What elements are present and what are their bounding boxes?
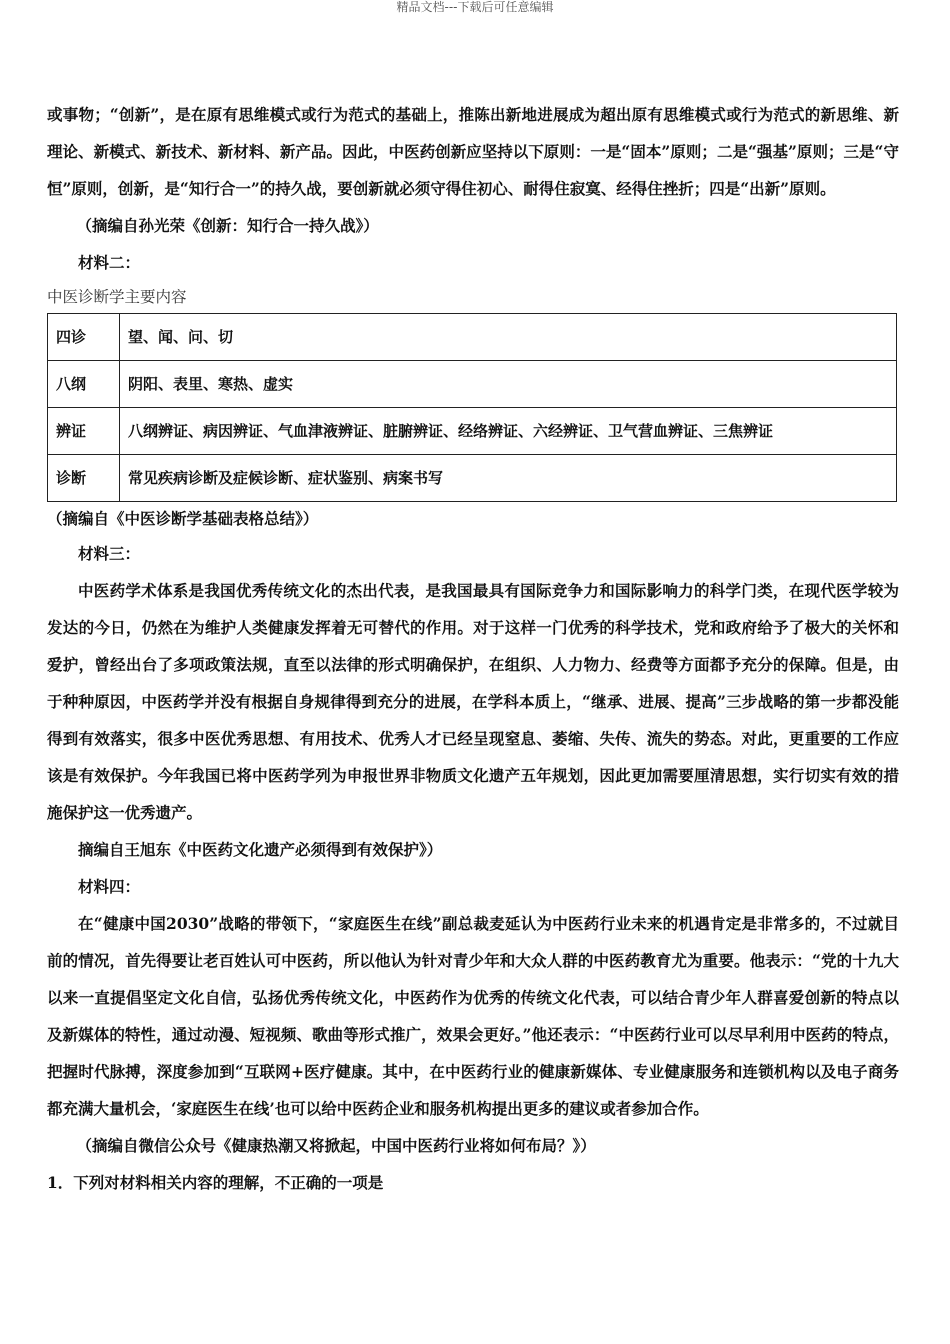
- table-key-cell: 四诊: [48, 314, 120, 361]
- table-value-cell: 常见疾病诊断及症候诊断、症状鉴别、病案书写: [120, 455, 897, 502]
- material2-label: 材料二：: [78, 253, 141, 272]
- document-body: [47, 96, 899, 1201]
- table-value-cell: 阴阳、表里、寒热、虚实: [120, 361, 897, 408]
- table-value-cell: 望、闻、问、切: [120, 314, 897, 361]
- table-value-cell: 八纲辨证、病因辨证、气血津液辨证、脏腑辨证、经络辨证、六经辨证、卫气营血辨证、三焦辨证: [120, 408, 897, 455]
- material3-label: 材料三：: [78, 544, 141, 563]
- material4-label: 材料四：: [78, 877, 141, 896]
- table-key-cell: 八纲: [48, 361, 120, 408]
- table-row: [48, 361, 897, 408]
- table-row: [48, 408, 897, 455]
- diagnosis-table: [47, 313, 897, 502]
- table-key-cell: 辨证: [48, 408, 120, 455]
- table-row: [48, 314, 897, 361]
- material3-source: 摘编自王旭东《中医药文化遗产必须得到有效保护》）: [78, 840, 443, 859]
- question-1: 1．下列对材料相关内容的理解，不正确的一项是: [47, 1173, 384, 1192]
- material4-body: 在“健康中国2030”战略的带领下，“家庭医生在线”副总裁麦延认为中医药行业未来的机遇肯定是非常多的，不过就目前的情况，首先得要让老百姓认可中医药，所以他认为针对青少年和大众人群的中医药教育尤为重要。他表示：“党的十九大以来一直提倡坚定文化自信，弘扬优秀传统文化，中医药作为优秀的传统文化代表，可以结合青少年人群喜爱创新的特点以及新媒体的特性，通过动漫、短视频、歌曲等形式推广，效果会更好。”他还表示：“中医药行业可以尽早利用中医药的特点，把握时代脉搏，深度参加到“互联网+医疗健康。其中，在中医药行业的健康新媒体、专业健康服务和连锁机构以及电子商务都充满大量机会，‘家庭医生在线’也可以给中医药企业和服务机构提出更多的建议或者参加合作。: [47, 914, 899, 1118]
- material3-body: 中医药学术体系是我国优秀传统文化的杰出代表，是我国最具有国际竞争力和国际影响力的科学门类，在现代医学较为发达的今日，仍然在为维护人类健康发挥着无可替代的作用。对于这样一门优秀的科学技术，党和政府给予了极大的关怀和爱护，曾经出台了多项政策法规，直至以法律的形式明确保护，在组织、人力物力、经费等方面都予充分的保障。但是，由于种种原因，中医药学并没有根据自身规律得到充分的进展，在学科本质上，“继承、进展、提高”三步战略的第一步都没能得到有效落实，很多中医优秀思想、有用技术、优秀人才已经呈现窒息、萎缩、失传、流失的势态。对此，更重要的工作应该是有效保护。今年我国已将中医药学列为申报世界非物质文化遗产五年规划，因此更加需要厘清思想，实行切实有效的措施保护这一优秀遗产。: [47, 581, 899, 822]
- material2-source: （摘编自《中医诊断学基础表格总结》）: [47, 509, 319, 528]
- material1-body: 或事物；“创新”，是在原有思维模式或行为范式的基础上，推陈出新地进展成为超出原有思维模式或行为范式的新思维、新理论、新模式、新技术、新材料、新产品。因此，中医药创新应坚持以下原则：一是“固本”原则；二是“强基”原则；三是“守恒”原则，创新，是“知行合一”的持久战，要创新就必须守得住初心、耐得住寂寞、经得住挫折；四是“出新”原则。: [47, 105, 899, 198]
- material1-source: （摘编自孙光荣《创新：知行合一持久战》）: [76, 216, 379, 235]
- table-row: [48, 455, 897, 502]
- table-key-cell: 诊断: [48, 455, 120, 502]
- page-header-watermark: 精品文档---下载后可任意编辑: [396, 0, 554, 14]
- table-title: 中医诊断学主要内容: [47, 288, 187, 306]
- material4-source: （摘编自微信公众号《健康热潮又将掀起，中国中医药行业将如何布局？》）: [76, 1136, 596, 1155]
